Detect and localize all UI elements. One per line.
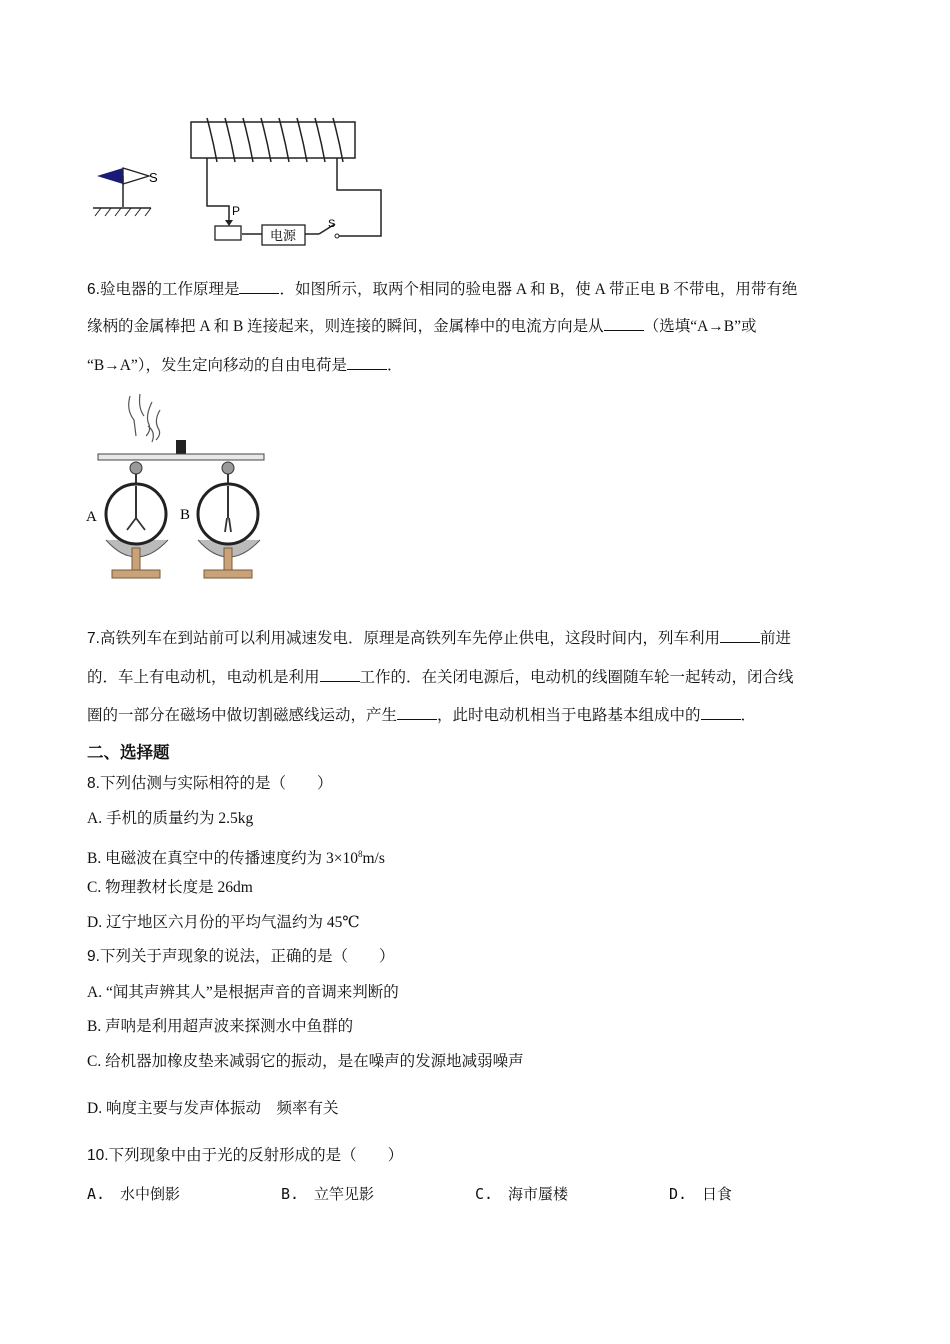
q7-line-2: 的．车上有电动机，电动机是利用 工作的．在关闭电源后，电动机的线圈随车轮一起转动，闭合线 (87, 669, 794, 686)
electroscope-figure (82, 390, 272, 586)
q10-option-c[interactable]: C. 海市蜃楼 (475, 1185, 569, 1203)
q8-option-b[interactable]: B. 电磁波在真空中的传播速度约为 $3\times 10^8m/s$ (87, 849, 385, 868)
circuit-wires (207, 158, 381, 236)
switch-contact (335, 234, 339, 238)
q9-option-b[interactable]: B. 声呐是利用超声波来探测水中鱼群的 (87, 1018, 354, 1035)
answer-blank[interactable] (720, 628, 760, 643)
q10-option-b[interactable]: B. 立竿见影 (281, 1185, 375, 1203)
q8-option-c[interactable]: C. 物理教材长度是 26dm (87, 879, 253, 896)
answer-blank[interactable] (604, 316, 644, 331)
electroscope-a-label: A (86, 509, 97, 525)
electroscope-b (198, 462, 260, 578)
q6-line-3: “B→A”），发生定向移动的自由电荷是 ． (87, 357, 403, 374)
electroscope-a (106, 462, 168, 578)
answer-blank[interactable] (701, 705, 741, 720)
answer-blank[interactable] (347, 355, 387, 370)
q7-line-3: 圈的一部分在磁场中做切割磁感线运动，产生 ，此时电动机相当于电路基本组成中的 ． (87, 707, 757, 724)
q7-number: 7. (87, 630, 100, 647)
electromagnet-circuit-figure (85, 112, 390, 252)
q10-stem: 10.下列现象中由于光的反射形成的是（ ） (87, 1147, 404, 1164)
q10-number: 10. (87, 1147, 109, 1164)
power-source-label: 电源 (269, 229, 297, 244)
q9-stem: 9.下列关于声现象的说法，正确的是（ ） (87, 948, 395, 965)
q9-option-c[interactable]: C. 给机器加橡皮垫来减弱它的振动，是在噪声的发源地减弱噪声 (87, 1053, 524, 1070)
electroscope-b-label: B (180, 507, 191, 523)
q8-option-a[interactable]: A. 手机的质量约为 2.5kg (87, 810, 254, 827)
answer-blank[interactable] (320, 667, 360, 682)
q7-line-1: 7.高铁列车在到站前可以利用减速发电．原理是高铁列车先停止供电，这段时间内，列车利用 前进 (87, 630, 791, 647)
slider-arrow (225, 220, 233, 226)
q10-option-a[interactable]: A. 水中倒影 (87, 1185, 181, 1203)
q9-option-d[interactable]: D. 响度主要与发声体振动 频率有关 (87, 1100, 339, 1117)
answer-blank[interactable] (397, 705, 437, 720)
switch-s-label: S (328, 218, 336, 230)
rheostat (215, 226, 241, 240)
hand (129, 394, 160, 442)
metal-rod (98, 454, 264, 460)
q10-option-d[interactable]: D. 日食 (669, 1185, 733, 1203)
q8-stem: 8.下列估测与实际相符的是（ ） (87, 775, 333, 792)
q6-line-2: 缘柄的金属棒把 A 和 B 连接起来，则连接的瞬间，金属棒中的电流方向是从 （选填“A→B”或 (87, 318, 757, 335)
section-title: 二、选择题 (87, 743, 170, 762)
q9-option-a[interactable]: A. “闻其声辨其人”是根据声音的音调来判断的 (87, 984, 399, 1001)
q8-option-d[interactable]: D. 辽宁地区六月份的平均气温约为 45℃ (87, 914, 360, 931)
q6-line-1: 6.验电器的工作原理是 ．如图所示，取两个相同的验电器 A 和 B，使 A 带正电 B 不带电，用带有绝 (87, 281, 798, 298)
compass-needle (93, 168, 151, 216)
compass-s-label: S (149, 170, 158, 185)
answer-blank[interactable] (239, 279, 279, 294)
q6-number: 6. (87, 281, 100, 298)
q9-number: 9. (87, 948, 100, 965)
q8-number: 8. (87, 775, 100, 792)
slider-p-label: P (232, 204, 241, 218)
